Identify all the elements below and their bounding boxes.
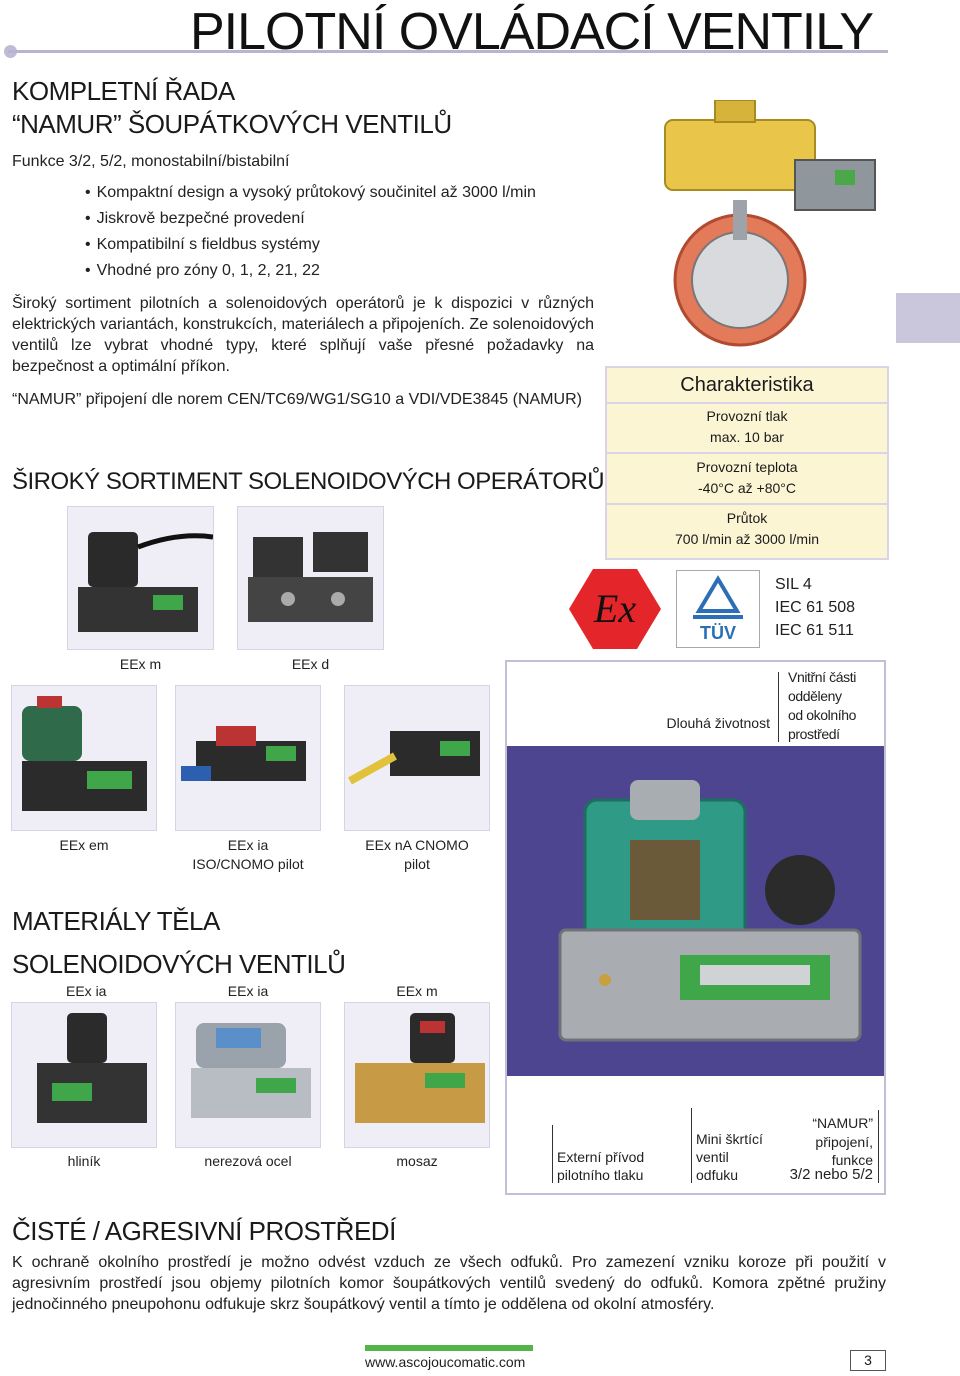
material-brass: mosaz bbox=[396, 1153, 438, 1169]
isolated-line1: Vnitřní části bbox=[788, 669, 856, 685]
eex-ia-iso-image bbox=[175, 685, 321, 831]
stainless-valve-image bbox=[175, 1002, 321, 1148]
namur-line3: funkce bbox=[831, 1152, 873, 1168]
caption-eex-m: EEx m bbox=[119, 656, 162, 672]
section1-heading-line1: KOMPLETNÍ ŘADA bbox=[12, 76, 235, 106]
caption-iso-cnomo: ISO/CNOMO pilot bbox=[192, 856, 304, 872]
page-title: PILOTNÍ OVLÁDACÍ VENTILY bbox=[190, 3, 874, 61]
temp-label: Provozní teplota bbox=[696, 459, 798, 475]
functions-text: Funkce 3/2, 5/2, monostabilní/bistabilní bbox=[12, 153, 290, 170]
sil-text: SIL 4 bbox=[775, 576, 812, 593]
ex-logo bbox=[567, 567, 663, 651]
pressure-label: Provozní tlak bbox=[706, 408, 788, 424]
section2-heading: ŠIROKÝ SORTIMENT SOLENOIDOVÝCH OPERÁTORŮ bbox=[12, 468, 605, 495]
caption-pilot: pilot bbox=[404, 856, 430, 872]
isolated-line4: prostředí bbox=[788, 726, 840, 742]
external-line1: Externí přívod bbox=[557, 1149, 645, 1165]
label-eex-m: EEx m bbox=[396, 983, 438, 999]
isolated-line3: od okolního bbox=[788, 707, 856, 723]
section4-heading: ČISTÉ / AGRESIVNÍ PROSTŘEDÍ bbox=[12, 1216, 396, 1246]
intro-paragraph: Široký sortiment pilotních a solenoidových operátorů je k dispozici v různých elektrických variantách, konstrukcích, materiálech a připojeních. Ze solenoidových ventilů lze vybrat vhodné typy, které splňují vaše přesné požadavky na bezpečnost a optimální příkon. bbox=[12, 295, 594, 375]
callout-line bbox=[552, 1125, 553, 1183]
section1-heading-line2: “NAMUR” ŠOUPÁTKOVÝCH VENTILŮ bbox=[12, 109, 452, 139]
section3-heading-line1: MATERIÁLY TĚLA bbox=[12, 906, 220, 936]
material-aluminium: hliník bbox=[67, 1153, 101, 1169]
namur-line1: “NAMUR” bbox=[812, 1115, 873, 1131]
namur-line2: připojení, bbox=[815, 1134, 873, 1150]
tuv-logo-text: TÜV bbox=[700, 623, 736, 643]
namur-line4: 3/2 nebo 5/2 bbox=[789, 1166, 873, 1183]
eex-na-cnomo-image bbox=[344, 685, 490, 831]
pressure-value: max. 10 bar bbox=[710, 429, 784, 445]
clean-environment-paragraph: K ochraně okolního prostředí je možno odvést vzduch ze všech odfuků. Pro zamezení vzniku koroze při použití v agresivním prostředí jsou objemy pilotních komor šoupátkových ventilů svedený do odfuků. Komora zpětné pružiny jednočinného pneupohonu odfukuje skrz šoupátkový ventil a tímto je oddělena od okolní atmosféry. bbox=[12, 1254, 886, 1313]
characteristics-panel bbox=[605, 366, 889, 560]
side-tab bbox=[896, 293, 960, 343]
callout-line bbox=[691, 1108, 692, 1183]
bullet-item: • Jiskrově bezpečné provedení bbox=[85, 206, 305, 232]
tuv-logo bbox=[676, 570, 760, 648]
callout-line bbox=[778, 672, 779, 742]
namur-paragraph: “NAMUR” připojení dle norem CEN/TC69/WG1/SG10 a VDI/VDE3845 (NAMUR) bbox=[12, 391, 582, 408]
caption-eex-na-cnomo: EEx nA CNOMO bbox=[365, 837, 469, 853]
char-divider bbox=[607, 452, 887, 454]
actuator-image bbox=[645, 100, 895, 350]
footer-accent-bar bbox=[365, 1345, 533, 1351]
bullet-item: • Kompatibilní s fieldbus systémy bbox=[85, 232, 320, 258]
callout-line bbox=[878, 1110, 879, 1183]
label-eex-ia-2: EEx ia bbox=[227, 983, 269, 999]
material-stainless-steel: nerezová ocel bbox=[204, 1153, 292, 1169]
long-life-label: Dlouhá životnost bbox=[666, 715, 770, 731]
iec-61508-text: IEC 61 508 bbox=[775, 599, 856, 616]
characteristics-title: Charakteristika bbox=[607, 368, 887, 404]
caption-eex-d: EEx d bbox=[291, 656, 330, 672]
char-divider bbox=[607, 503, 887, 505]
aluminium-valve-image bbox=[11, 1002, 157, 1148]
bullet-item: • Kompaktní design a vysoký průtokový součinitel až 3000 l/min bbox=[85, 180, 536, 206]
temp-value: -40°C až +80°C bbox=[698, 480, 796, 496]
caption-eex-ia: EEx ia bbox=[227, 837, 269, 853]
external-line2: pilotního tlaku bbox=[557, 1167, 644, 1183]
eex-em-image bbox=[11, 685, 157, 831]
isolated-line2: odděleny bbox=[788, 688, 842, 704]
flow-label: Průtok bbox=[726, 510, 768, 526]
iec-61511-text: IEC 61 511 bbox=[775, 622, 854, 639]
section3-heading-line2: SOLENOIDOVÝCH VENTILŮ bbox=[12, 949, 346, 979]
mini-line2: ventil bbox=[696, 1149, 729, 1165]
footer-url: www.ascojoucomatic.com bbox=[365, 1354, 526, 1370]
flow-value: 700 l/min až 3000 l/min bbox=[675, 531, 819, 547]
eex-d-image bbox=[237, 506, 384, 650]
brass-valve-image bbox=[344, 1002, 490, 1148]
label-eex-ia-1: EEx ia bbox=[66, 983, 107, 999]
ex-logo-text: Ex bbox=[593, 586, 637, 631]
caption-eex-em: EEx em bbox=[59, 837, 109, 853]
page-number: 3 bbox=[850, 1350, 886, 1371]
cutaway-valve-image bbox=[540, 780, 880, 1080]
mini-line3: odfuku bbox=[696, 1167, 739, 1183]
eex-m-image bbox=[67, 506, 214, 650]
bullet-item: • Vhodné pro zóny 0, 1, 2, 21, 22 bbox=[85, 258, 320, 284]
mini-line1: Mini škrtící bbox=[696, 1131, 763, 1147]
